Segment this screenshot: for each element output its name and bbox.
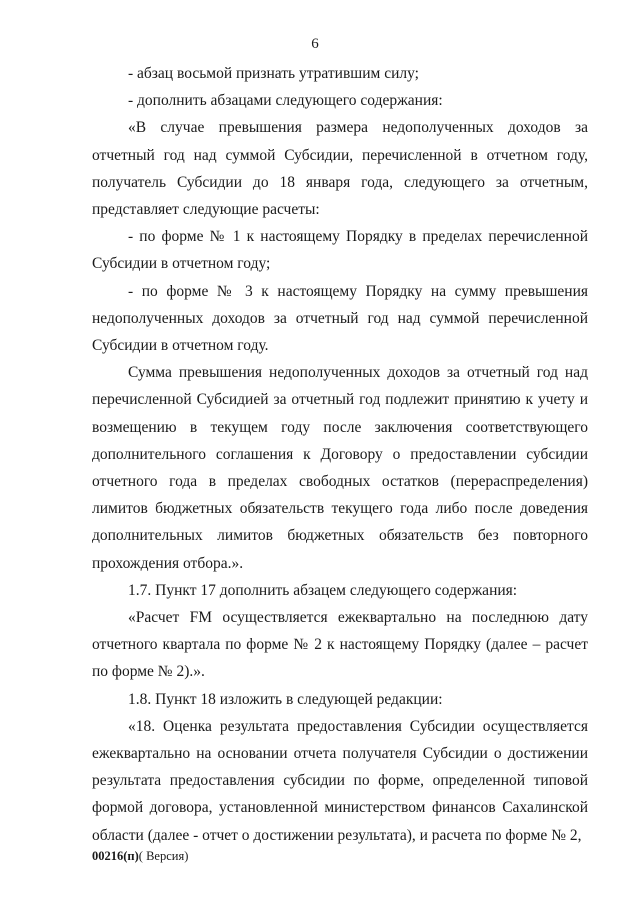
paragraph: 1.8. Пункт 18 изложить в следующей редакции: (128, 690, 443, 708)
paragraph: - абзац восьмой признать утратившим силу; (128, 65, 419, 82)
page-number: 6 (311, 36, 319, 52)
paragraph: 1.7. Пункт 17 дополнить абзацем следующего содержания: (128, 581, 518, 599)
document-code: 00216(п) (92, 849, 139, 863)
document-version: ( Версия) (138, 849, 189, 863)
paragraph: «В случае превышения размера недополученных доходов за отчетный год над суммой Субсидии, перечисленной в отчетном году, получатель Субсидии до 18 января года, следующего за отчетным, представляет следующие расчеты: (92, 119, 588, 219)
paragraph: Сумма превышения недополученных доходов за отчетный год над перечисленной Субсидией за отчетный год подлежит принятию к учету и возмещению в текущем году после заключения соответствующего дополнительного соглашения к Договору о предоставлении субсидии отчетного года в пределах свободных остатков (перераспределения) лимитов бюджетных обязательств текущего года либо после доведения дополнительных лимитов бюджетных обязательств без повторного прохождения отбора.». (92, 364, 588, 572)
paragraph: «18. Оценка результата предоставления Субсидии осуществляется ежеквартально на основании отчета получателя Субсидии о достижении результата предоставления субсидии по форме, определенной типовой формой договора, установленной министерством финансов Сахалинской области (далее - отчет о достижении результата), и расчета по форме № 2, (92, 717, 588, 844)
document-body (92, 60, 588, 849)
paragraph: - по форме № 1 к настоящему Порядку в пределах перечисленной Субсидии в отчетном году; (92, 228, 588, 273)
paragraph: «Расчет FM осуществляется ежеквартально на последнюю дату отчетного квартала по форме № 2 к настоящему Порядку (далее – расчет по форме № 2).». (92, 609, 588, 681)
paragraph: - дополнить абзацами следующего содержания: (128, 92, 443, 110)
document-footer (92, 849, 188, 864)
paragraph: - по форме № 3 к настоящему Порядку на сумму превышения недополученных доходов за отчетный год над суммой перечисленной Субсидии в отчетном году. (92, 282, 588, 355)
